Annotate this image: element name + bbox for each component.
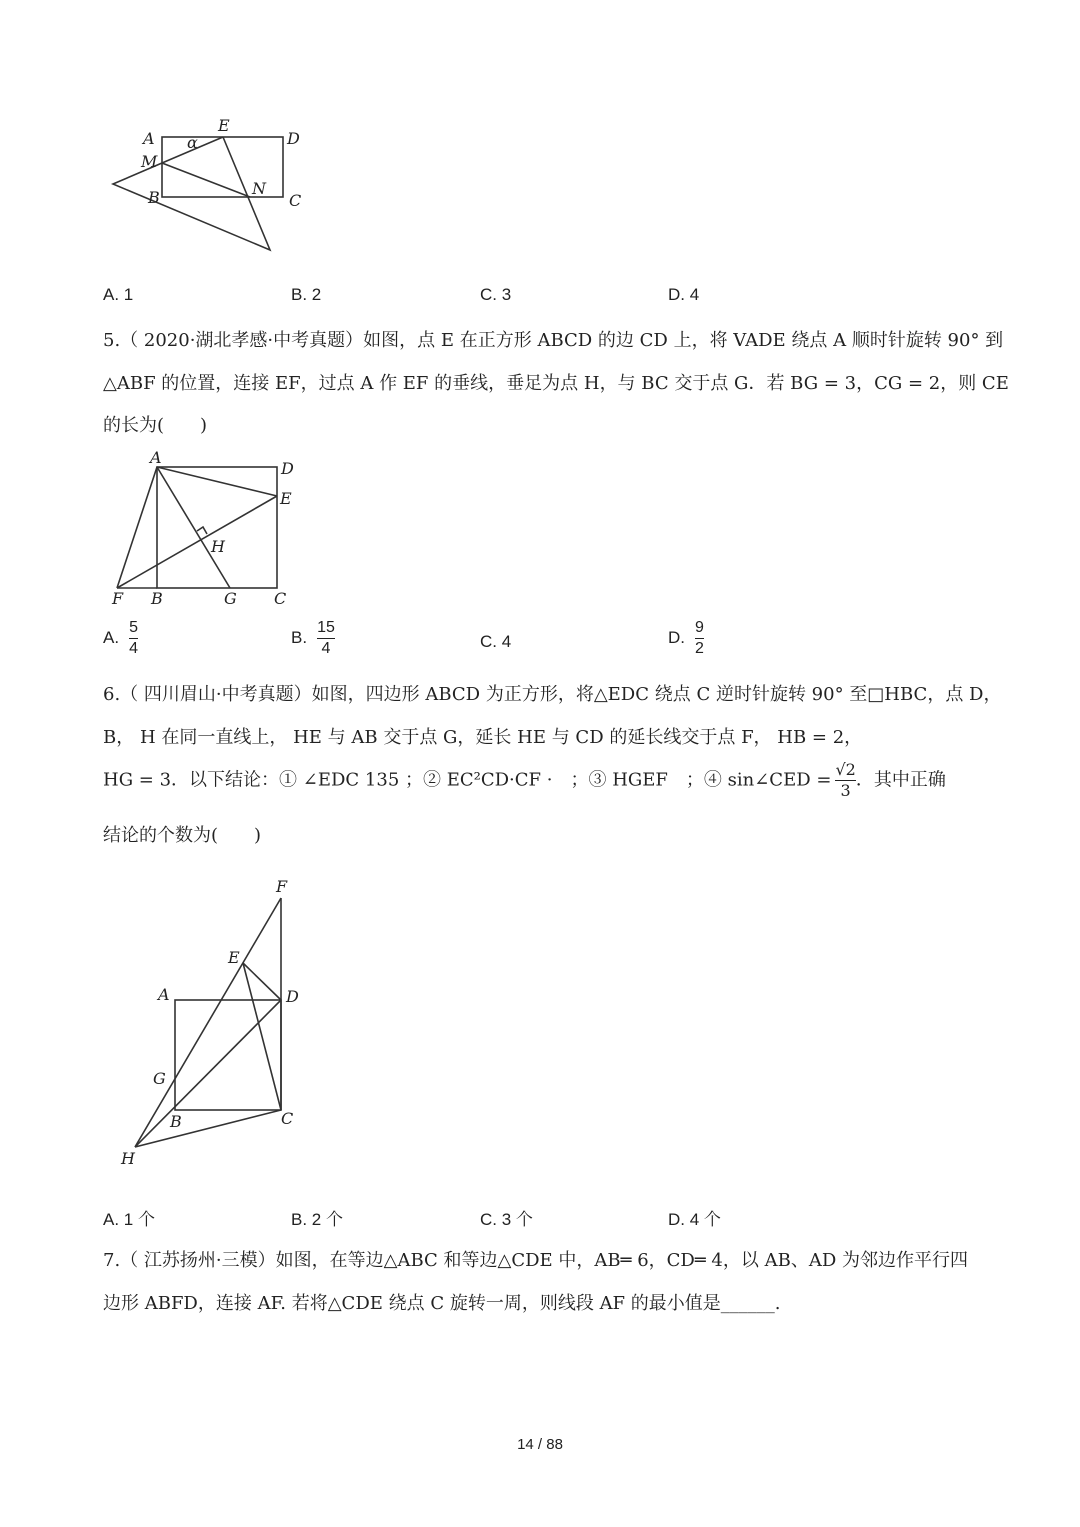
svg-text:B: B: [170, 1112, 182, 1131]
svg-text:G: G: [153, 1069, 166, 1088]
figure-q5: [111, 448, 294, 608]
svg-text:A: A: [158, 985, 170, 1004]
q6-option-d: D. 4 个: [668, 1210, 721, 1229]
svg-text:M: M: [141, 152, 158, 171]
svg-text:B: B: [151, 589, 163, 608]
q4-option-d: D. 4: [668, 285, 700, 304]
q5-option-c: C. 4: [480, 632, 512, 651]
q5-text-line: 的长为( ): [103, 415, 208, 436]
q4-option-c: C. 3: [480, 285, 512, 304]
svg-text:D: D: [287, 129, 300, 148]
q6-text-line: 6.（ 四川眉山·中考真题）如图，四边形 ABCD 为正方形，将△EDC 绕点 C 逆时针旋转 90° 至□HBC，点 D，: [103, 684, 1002, 705]
svg-text:G: G: [224, 589, 237, 608]
svg-text:D: D: [281, 459, 294, 478]
q5-text-line: 5.（ 2020·湖北孝感·中考真题）如图，点 E 在正方形 ABCD 的边 CD 上，将 VADE 绕点 A 顺时针旋转 90° 到: [103, 330, 1004, 351]
q5-option-d: D. $\frac{9}{2}$: [668, 619, 704, 657]
svg-text:C: C: [289, 191, 302, 210]
q6-text-line: B， H 在同一直线上， HE 与 AB 交于点 G，延长 HE 与 CD 的延长线交于点 F， HB = 2，: [103, 727, 863, 748]
svg-text:N: N: [252, 179, 266, 198]
svg-text:H: H: [121, 1149, 135, 1168]
svg-text:B: B: [148, 188, 160, 207]
svg-text:C: C: [281, 1109, 294, 1128]
figure-q4: [113, 116, 301, 250]
q7-text-line: 7.（ 江苏扬州·三模）如图，在等边△ABC 和等边△CDE 中，AB═ 6，CD═ 4，以 AB、AD 为邻边作平行四: [103, 1250, 968, 1271]
q6-option-c: C. 3 个: [480, 1210, 533, 1229]
q5-option-b: B. $\frac{15}{4}$: [291, 619, 335, 657]
svg-text:A: A: [150, 448, 162, 467]
q6-option-a: A. 1 个: [103, 1210, 155, 1229]
q6-text-line: 结论的个数为( ): [103, 825, 262, 846]
svg-text:D: D: [286, 987, 299, 1006]
q6-option-b: B. 2 个: [291, 1210, 343, 1229]
svg-text:F: F: [276, 877, 288, 896]
svg-text:E: E: [228, 948, 240, 967]
q4-option-a: A. 1: [103, 285, 134, 304]
q7-text-line: 边形 ABFD，连接 AF. 若将△CDE 绕点 C 旋转一周，则线段 AF 的最小值是______.: [103, 1293, 781, 1314]
q5-option-a: A. $\frac{5}{4}$: [103, 619, 138, 657]
svg-text:A: A: [143, 129, 155, 148]
svg-text:H: H: [211, 537, 225, 556]
svg-text:E: E: [280, 489, 292, 508]
svg-text:E: E: [218, 116, 230, 135]
q5-text-line: △ABF 的位置，连接 EF，过点 A 作 EF 的垂线，垂足为点 H，与 BC 交于点 G．若 BG = 3，CG = 2，则 CE: [103, 373, 1009, 394]
q4-option-b: B. 2: [291, 285, 322, 304]
page-number: 14 / 88: [517, 1436, 563, 1453]
svg-text:α: α: [187, 133, 198, 152]
q6-text-line: HG = 3．以下结论：① ∠EDC 135 ；② EC²CD·CF · ；③ HGEF ；④ sin∠CED = $\frac{√2}{3}$ ．其中正确: [103, 760, 946, 800]
figure-q6: [120, 877, 299, 1168]
svg-text:F: F: [112, 589, 124, 608]
svg-text:C: C: [274, 589, 287, 608]
